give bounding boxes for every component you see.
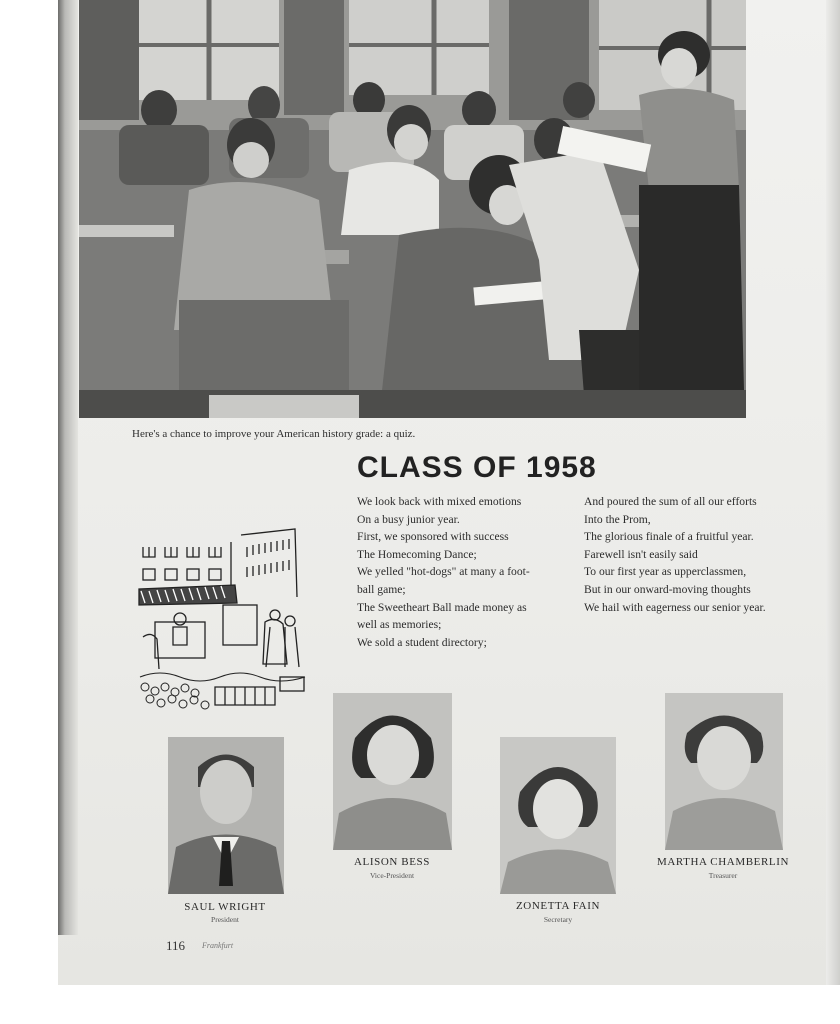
officer-name: ZONETTA FAIN	[515, 900, 601, 912]
poem-line: Into the Prom,	[584, 512, 651, 526]
poem-line: We yelled "hot-dogs" at many a foot-	[357, 565, 530, 579]
portrait-zonetta-fain	[500, 737, 616, 894]
book-spine-shadow	[58, 0, 78, 935]
officer-name: MARTHA CHAMBERLIN	[656, 856, 790, 868]
officer-name: SAUL WRIGHT	[184, 901, 266, 913]
officer-role: President	[211, 915, 239, 924]
poem-line: well as memories;	[357, 618, 442, 632]
page-title: CLASS OF 1958	[357, 451, 597, 484]
poem-line: We hail with eagerness our senior year.	[584, 600, 766, 614]
classroom-quiz-photo	[79, 0, 746, 418]
poem-line: The glorious finale of a fruitful year.	[584, 530, 754, 544]
publication-name: Frankfurt	[202, 941, 234, 950]
poem-column-left	[357, 493, 569, 651]
portrait-martha-chamberlin	[665, 693, 783, 850]
photo-caption: Here's a chance to improve your American history grade: a quiz.	[132, 428, 416, 440]
street-scene-sketch	[135, 527, 313, 721]
poem-line: The Sweetheart Ball made money as	[357, 600, 527, 614]
officer-role: Secretary	[543, 915, 573, 924]
poem-line: Farewell isn't easily said	[584, 547, 698, 561]
portrait-alison-bess	[333, 693, 452, 850]
officer-name: ALISON BESS	[354, 856, 430, 868]
poem-column-right	[584, 493, 796, 616]
officer-role: Treasurer	[708, 871, 738, 880]
poem-line: And poured the sum of all our efforts	[584, 495, 757, 508]
poem-line: On a busy junior year.	[357, 512, 460, 526]
officer-role: Vice-President	[369, 871, 415, 880]
poem-line: We sold a student directory;	[357, 635, 487, 649]
poem-line: First, we sponsored with success	[357, 530, 509, 544]
poem-line: We look back with mixed emotions	[357, 495, 522, 508]
poem-line: The Homecoming Dance;	[357, 547, 477, 561]
page-edge	[826, 0, 840, 985]
page-number: 116	[166, 938, 186, 953]
poem-line: But in our onward-moving thoughts	[584, 582, 751, 596]
poem-line: To our first year as upperclassmen,	[584, 565, 747, 579]
portrait-saul-wright	[168, 737, 284, 894]
poem-line: ball game;	[357, 582, 406, 596]
